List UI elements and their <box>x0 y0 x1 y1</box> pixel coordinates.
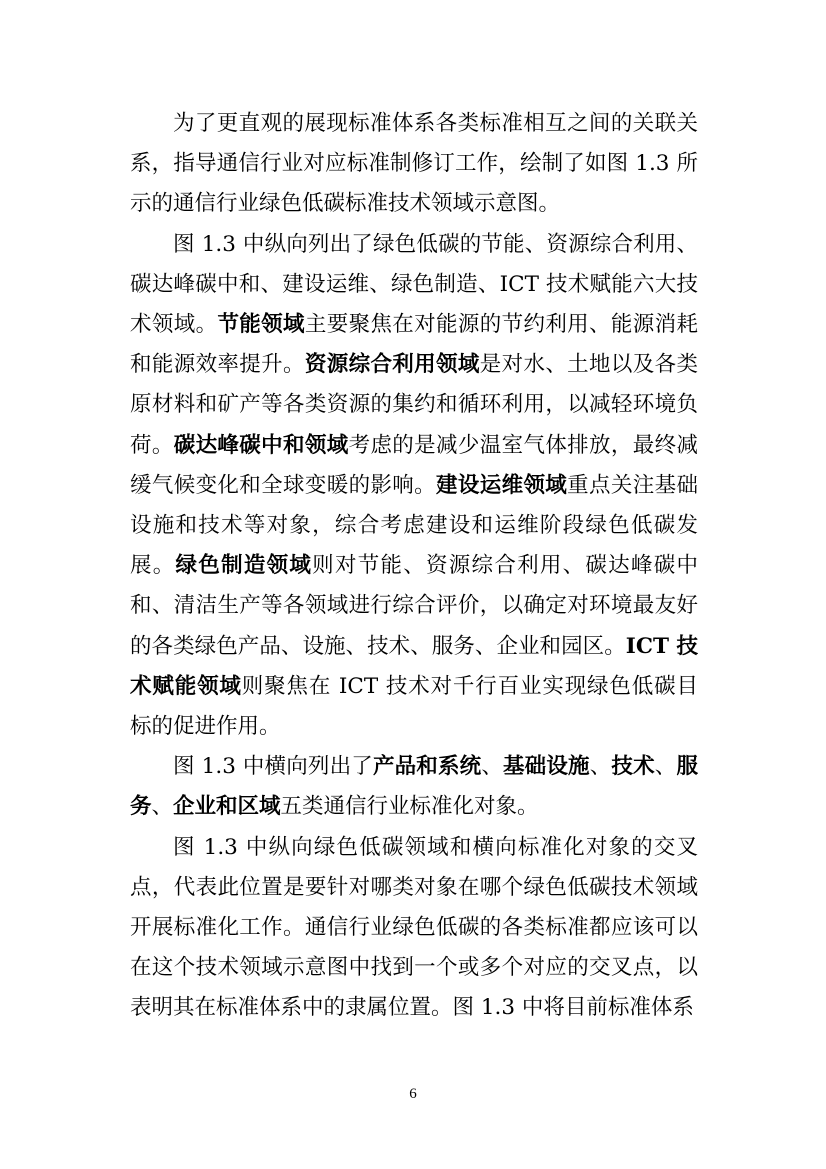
object-technology: 技术 <box>611 754 655 780</box>
document-body <box>130 104 698 1029</box>
desc-green-manufacturing: 则对节能、资源综合利用、碳达峰碳中和、清洁生产等各领域进行综合评价，以确定对环境最友好的各类绿色产品、设施、技术、服务、企业和园区。 <box>130 553 698 659</box>
desc-energy-saving: 主要聚焦在对能源的节约利用、能源消耗和能源效率提升。 <box>130 312 698 378</box>
separator: 、 <box>589 754 612 780</box>
paragraph-1 <box>130 104 698 225</box>
object-enterprises-regions: 企业和区域 <box>173 794 281 820</box>
term-ict-enablement: ICT 技术赋能领域 <box>130 633 698 699</box>
separator: 、 <box>654 754 677 780</box>
separator: 、 <box>481 754 503 780</box>
object-products-systems: 产品和系统 <box>372 754 482 780</box>
object-infrastructure: 基础设施 <box>503 754 590 780</box>
paragraph-3-intro: 图 1.3 中横向列出了 <box>173 754 373 780</box>
term-green-manufacturing: 绿色制造领域 <box>175 553 313 579</box>
object-services: 服务 <box>130 754 698 820</box>
separator: 、 <box>151 794 174 820</box>
term-carbon-peak-neutrality: 碳达峰碳中和领域 <box>173 432 349 458</box>
paragraph-4 <box>130 828 698 1029</box>
term-construction-operation: 建设运维领域 <box>436 472 568 498</box>
paragraph-4-text: 图 1.3 中纵向绿色低碳领域和横向标准化对象的交叉点，代表此位置是要针对哪类对象在哪个绿色低碳技术领域开展标准化工作。通信行业绿色低碳的各类标准都应该可以在这个技术领域示意图中找到一个或多个对应的交叉点，以表明其在标准体系中的隶属位置。图 1.3 中将目前标准体系 <box>130 834 698 1021</box>
paragraph-3 <box>130 747 698 827</box>
term-energy-saving: 节能领域 <box>217 312 305 338</box>
desc-carbon-peak-neutrality: 考虑的是减少温室气体排放，最终减缓气候变化和全球变暖的影响。 <box>130 432 698 498</box>
paragraph-2 <box>130 225 698 748</box>
desc-resource-utilization: 是对水、土地以及各类原材料和矿产等各类资源的集约和循环利用，以减轻环境负荷。 <box>130 352 698 458</box>
paragraph-3-tail: 五类通信行业标准化对象。 <box>280 794 539 820</box>
desc-ict-enablement: 则聚焦在 ICT 技术对千行百业实现绿色低碳目标的促进作用。 <box>130 673 698 740</box>
page-number: 6 <box>409 1086 417 1102</box>
paragraph-2-intro: 图 1.3 中纵向列出了绿色低碳的节能、资源综合利用、碳达峰碳中和、建设运维、绿色制造、ICT 技术赋能六大技术领域。 <box>130 231 698 338</box>
term-resource-utilization: 资源综合利用领域 <box>304 352 480 378</box>
paragraph-1-text: 为了更直观的展现标准体系各类标准相互之间的关联关系，指导通信行业对应标准制修订工作，绘制了如图 1.3 所示的通信行业绿色低碳标准技术领域示意图。 <box>130 111 698 217</box>
desc-construction-operation: 重点关注基础设施和技术等对象，综合考虑建设和运维阶段绿色低碳发展。 <box>130 472 698 579</box>
